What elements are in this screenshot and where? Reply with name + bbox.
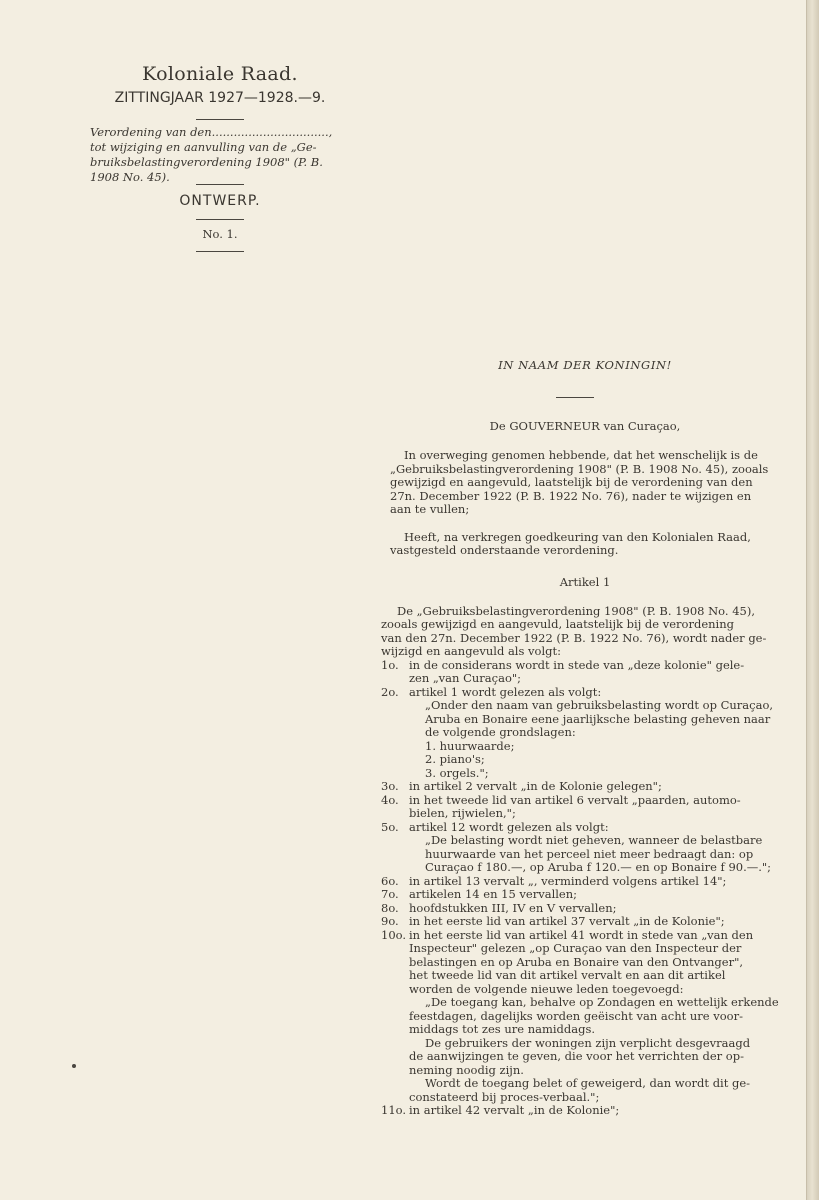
text-line: „Gebruiksbelastingverordening 1908" (P. B. 1908 No. 45), zooals xyxy=(390,461,769,476)
text-line: aan te vullen; xyxy=(390,502,470,516)
text-line: in het tweede lid van artikel 6 vervalt „paarden, automo- xyxy=(409,792,741,807)
amendment-item xyxy=(381,659,763,686)
text-line: zen „van Curaçao"; xyxy=(409,671,522,685)
text-line: De gebruikers der woningen zijn verplicht desgevraagd xyxy=(425,1035,751,1050)
text-line: 3. orgels."; xyxy=(425,765,489,780)
draft-label: ONTWERP. xyxy=(179,193,261,209)
text-line: het tweede lid van dit artikel vervalt en aan dit artikel xyxy=(409,968,726,982)
text-line: vastgesteld onderstaande verordening. xyxy=(390,543,619,557)
text-line: De „Gebruiksbelastingverordening 1908" (P. B. 1908 No. 45), xyxy=(397,603,755,618)
amendment-item xyxy=(381,875,763,889)
text-line: wijzigd en aangevuld als volgt: xyxy=(381,644,562,658)
amendment-item xyxy=(381,915,763,929)
amendment-item xyxy=(381,902,763,916)
item-number: 11o. xyxy=(381,1103,407,1117)
text-line: Heeft, na verkregen goedkeuring van den Kolonialen Raad, xyxy=(404,529,751,544)
text-line: Inspecteur" gelezen „op Curaçao van den Inspecteur der xyxy=(409,941,742,955)
text-line: artikel 12 wordt gelezen als volgt: xyxy=(409,819,609,834)
text-line: 27n. December 1922 (P. B. 1922 No. 76), nader te wijzigen en xyxy=(390,488,752,503)
text-line: huurwaarde van het perceel niet meer bedraagt dan: op xyxy=(425,846,754,861)
text-line: bielen, rijwielen,"; xyxy=(409,806,516,820)
item-number: 3o. xyxy=(381,779,399,793)
text-line: 2. piano's; xyxy=(425,752,485,766)
text-line: middags tot zes ure namiddags. xyxy=(409,1022,596,1036)
text-line: in het eerste lid van artikel 37 vervalt „in de Kolonie"; xyxy=(409,914,725,928)
divider xyxy=(196,251,244,252)
amendment-continuation xyxy=(381,1077,763,1091)
amendment-continuation xyxy=(381,698,774,780)
item-number: 1o. xyxy=(381,657,399,672)
text-line: In overweging genomen hebbende, dat het wenschelijk is de xyxy=(404,448,758,462)
enacted-paragraph xyxy=(390,531,763,558)
amendment-continuation xyxy=(381,833,772,875)
amendment-item xyxy=(381,821,763,835)
subject-line: Verordening van den................................, xyxy=(90,125,333,139)
text-line: in artikel 2 vervalt „in de Kolonie gelegen"; xyxy=(409,779,662,793)
item-number: 5o. xyxy=(381,819,399,834)
amendment-item xyxy=(381,888,763,902)
text-line: artikelen 14 en 15 vervallen; xyxy=(409,887,578,901)
text-line: gewijzigd en aangevuld, laatstelijk bij de verordening van den xyxy=(390,475,753,489)
session-year: ZITTINGJAAR 1927—1928.—9. xyxy=(114,90,326,106)
amendment-continuation xyxy=(381,1050,763,1077)
divider xyxy=(196,119,244,120)
text-line: constateerd bij proces-verbaal."; xyxy=(409,1089,600,1104)
invocation: IN NAAM DER KONINGIN! xyxy=(498,358,672,372)
item-number: 2o. xyxy=(381,684,399,699)
amendment-item xyxy=(381,929,763,997)
subject-line: bruiksbelastingverordening 1908" (P. B. xyxy=(90,155,323,169)
draft-number: No. 1. xyxy=(202,227,238,241)
considering-paragraph xyxy=(390,448,769,517)
ordinance-body xyxy=(381,358,779,1118)
text-line: 1. huurwaarde; xyxy=(425,738,515,753)
subject-line: 1908 No. 45). xyxy=(90,170,170,184)
text-line: Aruba en Bonaire eene jaarlijksche belasting geheven naar xyxy=(425,711,771,726)
text-line: van den 27n. December 1922 (P. B. 1922 No. 76), wordt nader ge- xyxy=(381,630,767,645)
text-line: belastingen en op Aruba en Bonaire van den Ontvanger", xyxy=(409,954,744,969)
text-line: „Onder den naam van gebruiksbelasting wordt op Curaçao, xyxy=(425,698,774,712)
item-number: 10o. xyxy=(381,927,407,942)
text-line: in artikel 42 vervalt „in de Kolonie"; xyxy=(409,1103,620,1117)
amendment-item xyxy=(381,1104,763,1118)
council-title: Koloniale Raad. xyxy=(142,63,298,85)
amendment-continuation xyxy=(381,1091,763,1105)
article-heading: Artikel 1 xyxy=(559,574,611,589)
text-line: de volgende grondslagen: xyxy=(425,725,576,739)
item-number: 6o. xyxy=(381,873,399,888)
text-line: worden de volgende nieuwe leden toegevoegd: xyxy=(409,981,684,996)
amendment-continuation xyxy=(381,1010,763,1037)
text-line: in het eerste lid van artikel 41 wordt in stede van „van den xyxy=(409,927,754,942)
text-line: „De toegang kan, behalve op Zondagen en wettelijk erkende xyxy=(425,995,779,1009)
article-intro xyxy=(381,603,767,659)
text-line: Wordt de toegang belet of geweigerd, dan wordt dit ge- xyxy=(425,1076,751,1090)
divider xyxy=(196,184,244,185)
subject-line: tot wijziging en aanvulling van de „Ge- xyxy=(90,140,317,154)
amendment-item xyxy=(381,794,763,821)
item-number: 9o. xyxy=(381,914,399,928)
divider xyxy=(196,219,244,220)
text-line: artikel 1 wordt gelezen als volgt: xyxy=(409,684,602,699)
item-number: 4o. xyxy=(381,792,399,807)
divider xyxy=(556,397,594,398)
text-line: de aanwijzingen te geven, die voor het verrichten der op- xyxy=(409,1049,744,1063)
page-edge xyxy=(806,0,819,1200)
ink-speck xyxy=(72,1064,76,1068)
text-line: neming noodig zijn. xyxy=(409,1062,524,1077)
amendment-item xyxy=(381,686,763,700)
text-line: in artikel 13 vervalt „, verminderd volgens artikel 14"; xyxy=(409,873,727,888)
amendment-list xyxy=(381,657,779,1118)
item-number: 7o. xyxy=(381,887,399,901)
governor-line: De GOUVERNEUR van Curaçao, xyxy=(489,419,681,433)
text-line: zooals gewijzigd en aangevuld, laatstelijk bij de verordening xyxy=(381,617,734,631)
ordinance-subject xyxy=(90,125,348,185)
text-line: hoofdstukken III, IV en V vervallen; xyxy=(409,900,617,915)
amendment-continuation xyxy=(381,1037,763,1051)
amendment-continuation xyxy=(381,995,779,1010)
text-line: „De belasting wordt niet geheven, wanneer de belastbare xyxy=(425,833,763,847)
text-line: Curaçao f 180.—, op Aruba f 120.— en op Bonaire f 90.—."; xyxy=(425,860,772,874)
text-line: in de considerans wordt in stede van „deze kolonie" gele- xyxy=(409,657,745,672)
text-line: feestdagen, dagelijks worden geëischt van acht ure voor- xyxy=(409,1008,743,1023)
amendment-item xyxy=(381,780,763,794)
item-number: 8o. xyxy=(381,900,399,915)
